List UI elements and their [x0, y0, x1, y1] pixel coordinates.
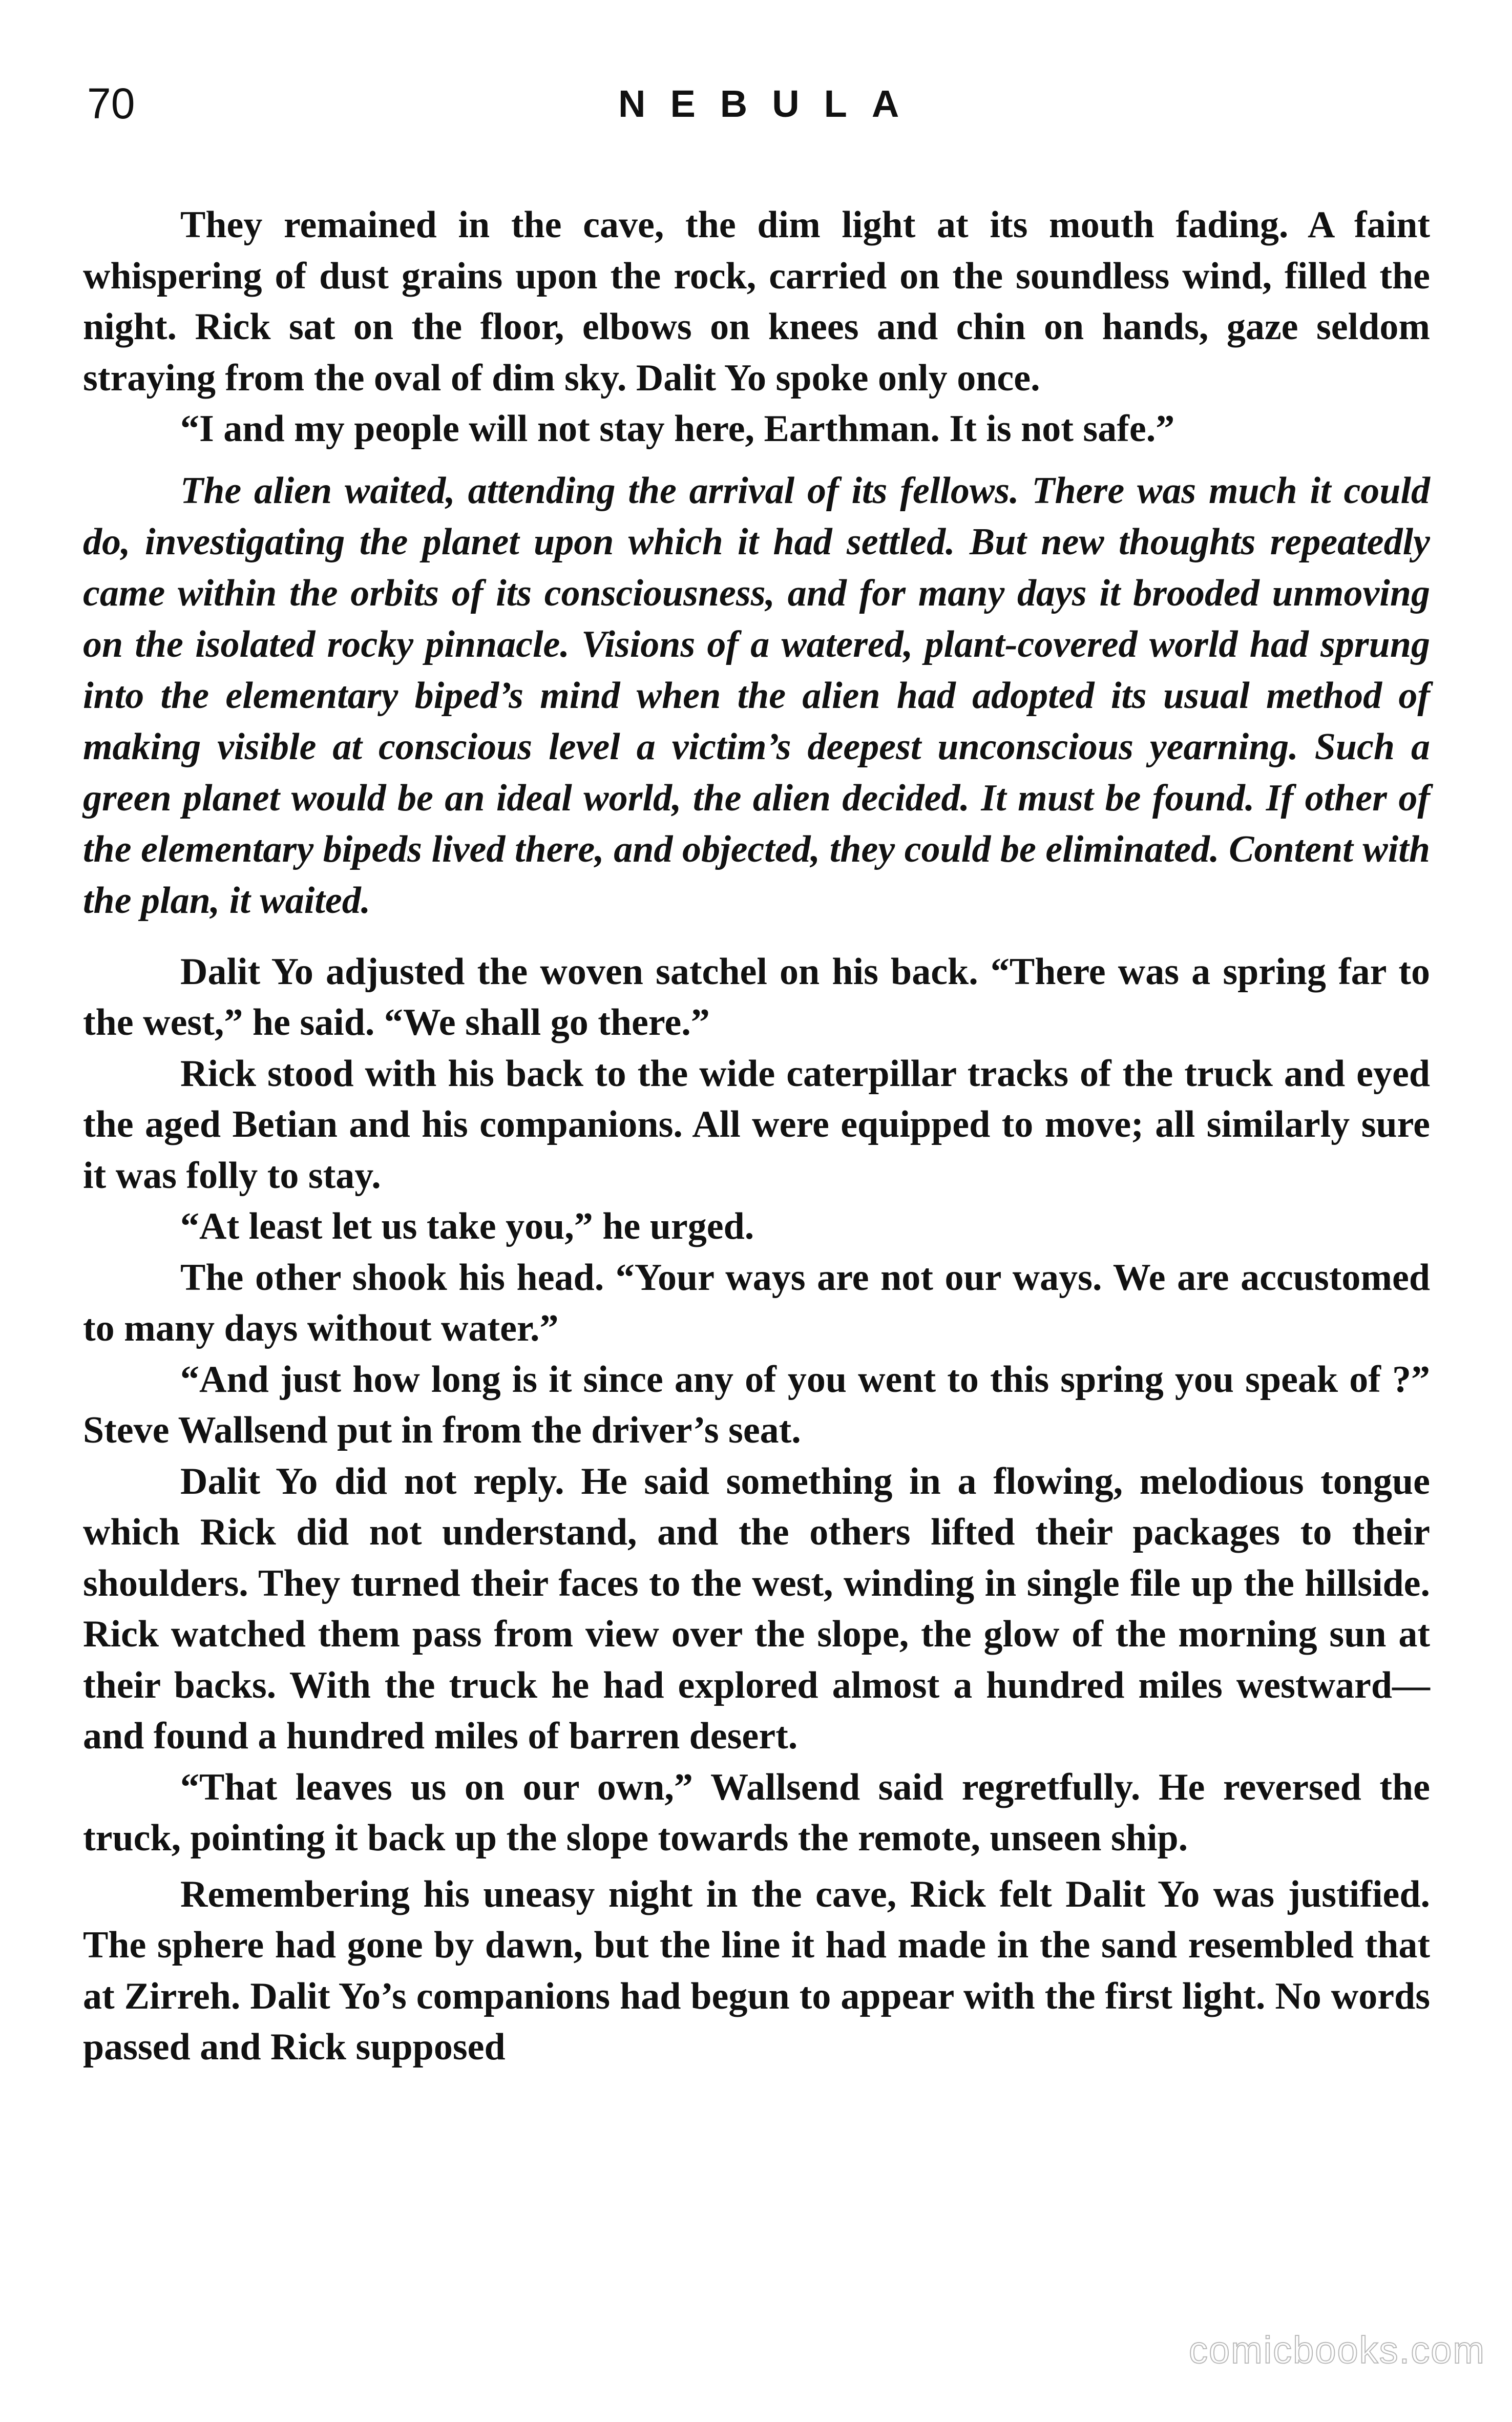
story-text	[83, 200, 1430, 2073]
paragraph: “I and my people will not stay here, Earthman. It is not safe.”	[180, 408, 1175, 450]
watermark: comicbooks.com	[1188, 2329, 1485, 2371]
page-number: 70	[87, 79, 135, 128]
paragraph: Dalit Yo did not reply. He said something in a flowing, melodious tongue which Rick did not understand, and the others lifted their packages to their shoulders. They turned their faces to the west, winding in single file up the hillside. Rick watched them pass from view over the slope, the glow of the morning sun at their backs. With the truck he had explored almost a hundred miles westward—and found a hundred miles of barren desert.	[83, 1460, 1430, 1757]
running-head: NEBULA	[618, 82, 924, 125]
paragraph: Rick stood with his back to the wide caterpillar tracks of the truck and eyed the aged Betian and his companions. All were equipped to move; all similarly sure it was folly to stay.	[83, 1052, 1430, 1197]
book-page	[83, 79, 1430, 2073]
paragraph: “At least let us take you,” he urged.	[180, 1205, 754, 1247]
paragraph: The other shook his head. “Your ways are not our ways. We are accustomed to many days without water.”	[83, 1256, 1430, 1349]
paragraph: Remembering his uneasy night in the cave, Rick felt Dalit Yo was justified. The sphere had gone by dawn, but the line it had made in the sand resembled that at Zirreh. Dalit Yo’s companions had begun to appear with the first light. No words passed and Rick supposed	[83, 1873, 1430, 2068]
page-header	[83, 79, 1430, 149]
paragraph: “That leaves us on our own,” Wallsend said regretfully. He reversed the truck, pointing it back up the slope towards the remote, unseen ship.	[83, 1766, 1430, 1859]
italic-paragraph: The alien waited, attending the arrival of its fellows. There was much it could do, investigating the planet upon which it had settled. But new thoughts repeatedly came within the orbits of its consciousness, and for many days it brooded unmoving on the isolated rocky pinnacle. Visions of a watered, plant-covered world had sprung into the elementary biped’s mind when the alien had adopted its usual method of making visible at conscious level a victim’s deepest unconscious yearning. Such a green planet would be an ideal world, the alien decided. It must be found. If other of the elementary bipeds lived there, and objected, they could be eliminated. Content with the plan, it waited.	[83, 469, 1430, 922]
paragraph: Dalit Yo adjusted the woven satchel on his back. “There was a spring far to the west,” he said. “We shall go there.”	[83, 950, 1430, 1043]
paragraph: “And just how long is it since any of you went to this spring you speak of ?” Steve Wallsend put in from the driver’s seat.	[83, 1358, 1430, 1451]
paragraph: They remained in the cave, the dim light at its mouth fading. A faint whispering of dust grains upon the rock, carried on the soundless wind, filled the night. Rick sat on the floor, elbows on knees and chin on hands, gaze seldom straying from the oval of dim sky. Dalit Yo spoke only once.	[83, 204, 1430, 399]
